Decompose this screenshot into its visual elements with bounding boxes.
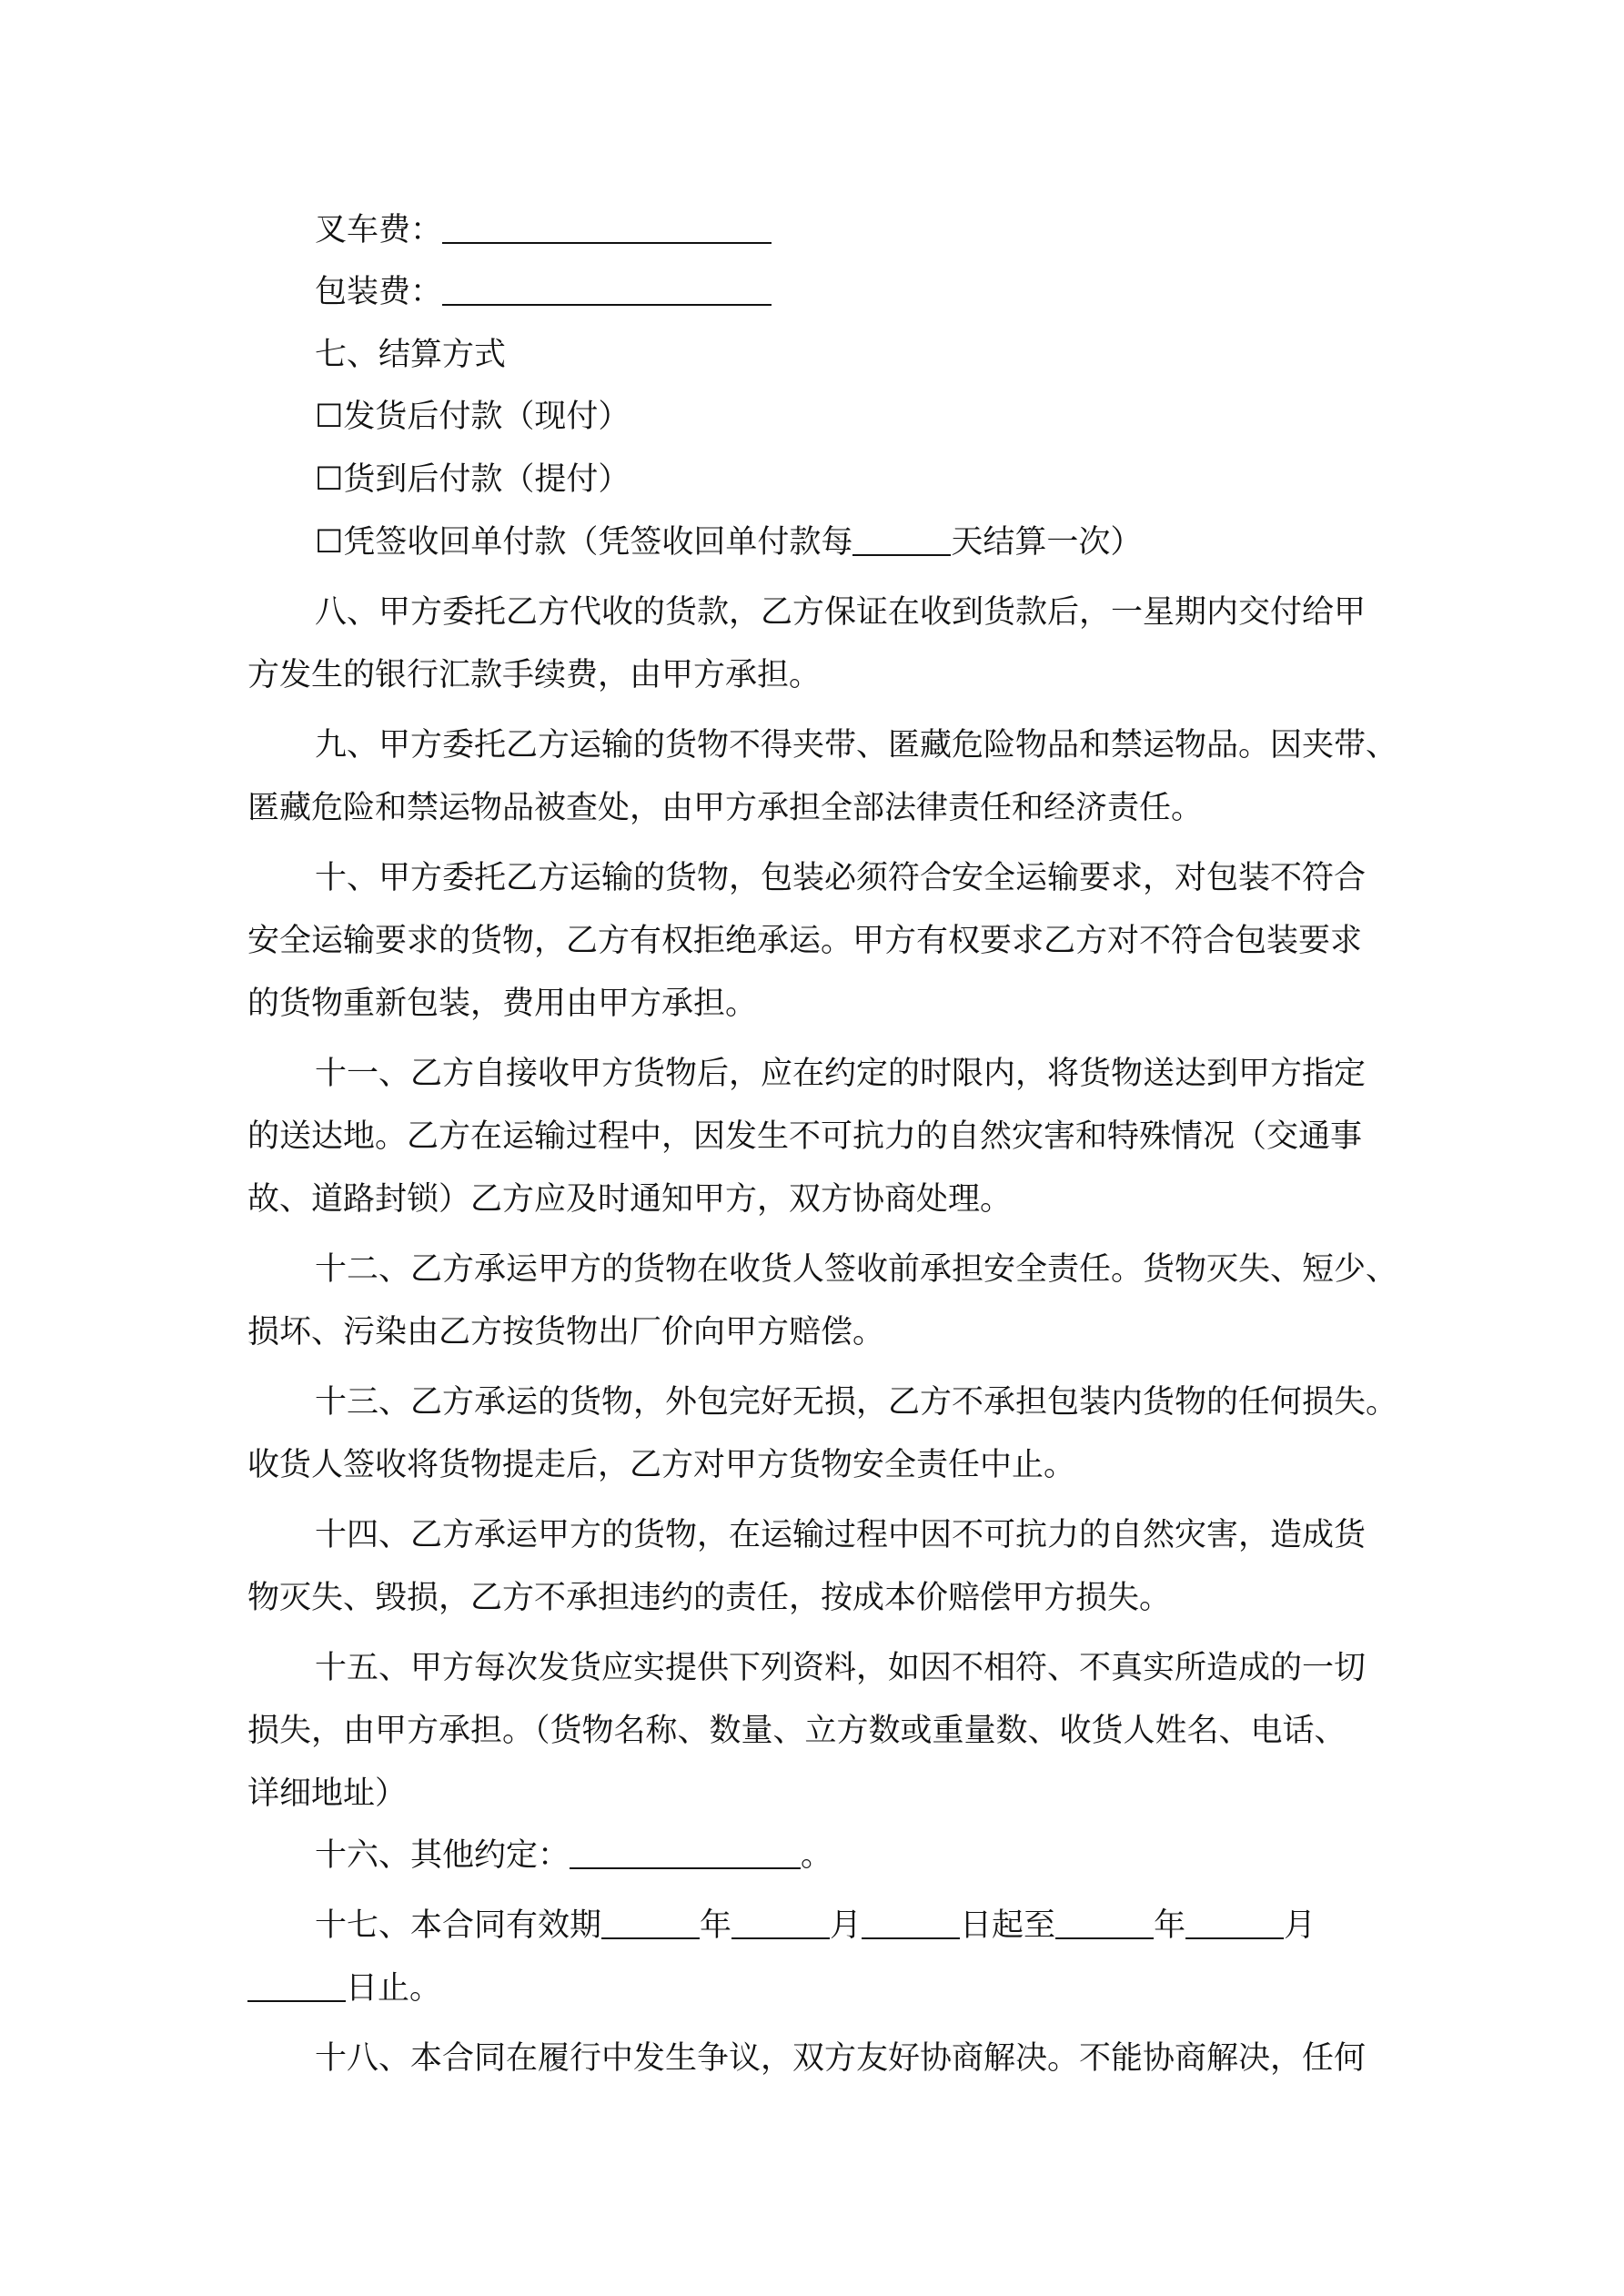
settlement-option-cash: ☐发货后付款（现付） [315,399,630,435]
clause-11-line-1: 十一、乙方自接收甲方货物后，应在约定的时限内，将货物送达到甲方指定 [315,1056,1367,1092]
clause-15-line-2: 损失，由甲方承担。（货物名称、数量、立方数或重量数、收货人姓名、电话、 [247,1713,1347,1749]
clause-16-line [315,1837,832,1874]
clause-10-line-2: 安全运输要求的货物，乙方有权拒绝承运。甲方有权要求乙方对不符合包装要求 [247,923,1363,959]
clause-10-line-1: 十、甲方委托乙方运输的货物，包装必须符合安全运输要求，对包装不符合 [315,860,1367,896]
settlement-receipt-suffix: 天结算一次） [951,524,1143,561]
settlement-receipt-prefix: ☐凭签收回单付款（凭签收回单付款每 [315,524,853,561]
clause-16-suffix: 。 [801,1837,833,1874]
clause-17-year-label: 年 [700,1907,732,1944]
clause-17-start-day-blank [862,1910,960,1939]
packaging-fee-blank [442,277,772,306]
forklift-fee-blank [442,215,772,244]
clause-17-line-2 [247,1970,441,2007]
clause-9-line-1: 九、甲方委托乙方运输的货物不得夹带、匿藏危险物品和禁运物品。因夹带、 [315,727,1398,764]
clause-12-line-1: 十二、乙方承运甲方的货物在收货人签收前承担安全责任。货物灭失、短少、 [315,1251,1398,1288]
clause-17-start-year-blank [601,1910,700,1939]
clause-12-line-2: 损坏、污染由乙方按货物出厂价向甲方赔偿。 [247,1314,885,1350]
packaging-fee-label: 包装费： [315,274,443,310]
clause-9-line-2: 匿藏危险和禁运物品被查处，由甲方承担全部法律责任和经济责任。 [247,790,1204,826]
clause-17-day-from-label: 日起至 [960,1907,1056,1944]
clause-16-prefix: 十六、其他约定： [315,1837,570,1874]
clause-13-line-1: 十三、乙方承运的货物，外包完好无损，乙方不承担包装内货物的任何损失。 [315,1384,1398,1421]
clause-14-line-2: 物灭失、毁损，乙方不承担违约的责任，按成本价赔偿甲方损失。 [247,1580,1172,1616]
clause-15-line-3: 详细地址） [247,1775,408,1812]
settlement-heading: 七、结算方式 [315,337,507,373]
clause-11-line-2: 的送达地。乙方在运输过程中，因发生不可抗力的自然灾害和特殊情况（交通事 [247,1118,1363,1155]
clause-17-end-month-blank [1185,1910,1284,1939]
clause-14-line-1: 十四、乙方承运甲方的货物，在运输过程中因不可抗力的自然灾害，造成货 [315,1517,1367,1553]
packaging-fee-line [315,274,772,310]
clause-17-month-label: 月 [830,1907,862,1944]
forklift-fee-label: 叉车费： [315,212,443,248]
clause-13-line-2: 收货人签收将货物提走后，乙方对甲方货物安全责任中止。 [247,1447,1076,1483]
settlement-option-receipt [315,524,1142,561]
clause-11-line-3: 故、道路封锁）乙方应及时通知甲方，双方协商处理。 [247,1181,1013,1218]
clause-17-day-end-label: 日止。 [346,1970,442,2007]
clause-17-end-year-blank [1055,1910,1154,1939]
clause-17-line-1 [315,1907,1316,1944]
settlement-days-blank [852,527,951,556]
forklift-fee-line [315,212,772,248]
clause-8-line-1: 八、甲方委托乙方代收的货款，乙方保证在收到货款后，一星期内交付给甲 [315,594,1367,631]
clause-17-start-month-blank [731,1910,830,1939]
clause-8-line-2: 方发生的银行汇款手续费，由甲方承担。 [247,657,822,693]
clause-18-line-1: 十八、本合同在履行中发生争议，双方友好协商解决。不能协商解决，任何 [315,2040,1367,2077]
clause-17-end-month-label: 月 [1284,1907,1316,1944]
clause-15-line-1: 十五、甲方每次发货应实提供下列资料，如因不相符、不真实所造成的一切 [315,1650,1367,1686]
clause-17-end-day-blank [247,1973,346,2002]
clause-17-prefix: 十七、本合同有效期 [315,1907,602,1944]
clause-16-blank [570,1840,801,1869]
clause-17-end-year-label: 年 [1154,1907,1186,1944]
settlement-option-on-delivery: ☐货到后付款（提付） [315,461,630,498]
clause-10-line-3: 的货物重新包装，费用由甲方承担。 [247,986,758,1022]
